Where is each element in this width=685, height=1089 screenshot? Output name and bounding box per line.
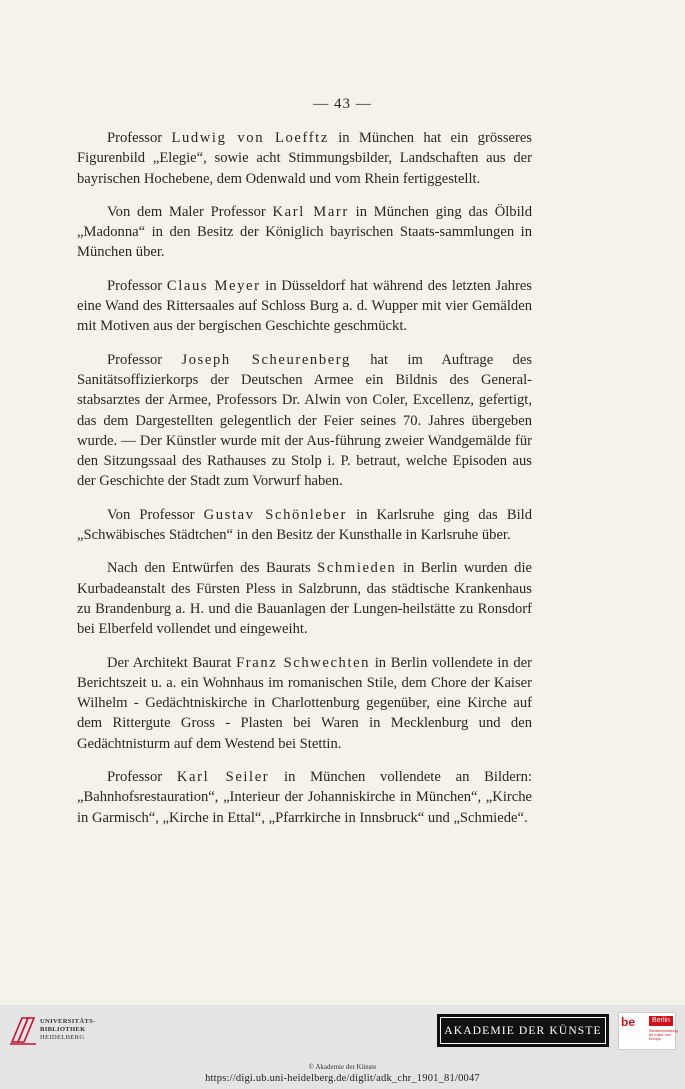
spaced-name: Franz Schwechten [236, 654, 371, 671]
paragraph [77, 767, 532, 828]
paragraph [77, 653, 532, 754]
text-run: Von dem Maler Professor [107, 203, 273, 220]
text-run: in Berlin vollendete in der Berichtszeit u. a. ein Wohnhaus im romanischen Stile, dem Chore der Kaiser Wilhelm - Gedächtniskirche in Charlottenburg gegenüber, eine Kirche auf dem Rittergute Gross - Plasten bei Waren in Mecklenburg und den Gedächtnisturm auf dem Westend bei Stettin. [77, 654, 533, 752]
text-run: hat im Auftrage des Sanitätsoffizierkorps der Deutschen Armee ein Bildnis des General-stabsarztes der Armee, Professors Dr. Alwin von Coler, Excellenz, gefertigt, das dem Dargestellten gelegentlich der Feier seines 70. Jahres übergeben wurde. — Der Künstler wurde mit der Aus-führung zweier Wandgemälde für den Sitzungssaal des Rathauses zu Stolp i. P. betraut, welche Episoden aus der Geschichte der Stadt zum Vorwurf haben. [77, 351, 532, 490]
spaced-name: Karl Seiler [176, 769, 270, 786]
copyright-notice: © Akademie der Künste [308, 1063, 377, 1071]
paragraph [77, 128, 532, 189]
akademie-label: AKADEMIE DER KÜNSTE [440, 1017, 606, 1044]
ub-heidelberg-text[interactable] [40, 1018, 96, 1041]
text-run: in Berlin wurden die Kurbadeanstalt des Fürsten Pless in Salzbrunn, das städtische Krankenhaus zu Brandenburg a. H. und die Bauanlagen der Lungen-heilstätte zu Ronsdorf bei Elberfeld vollendet und eingeweiht. [77, 560, 532, 638]
text-run: Nach den Entwürfen des Baurats [107, 560, 318, 577]
text-run: Professor [107, 351, 182, 368]
text-run: in München hat ein grösseres Figurenbild „Elegie“, sowie acht Stimmungsbilder, Landschaften aus der bayrischen Hochebene, dem Odenwald und vom Rhein fertiggestellt. [77, 130, 532, 187]
page-number: — 43 — [313, 96, 372, 112]
text-run: Professor [107, 130, 172, 146]
ub-line: BIBLIOTHEK [40, 1025, 86, 1033]
spaced-name: Joseph Scheurenberg [181, 351, 351, 368]
text-run: Von Professor [107, 506, 204, 523]
akademie-der-kuenste-logo[interactable] [437, 1014, 609, 1047]
ub-line: HEIDELBERG [40, 1033, 85, 1041]
spaced-name: Claus Meyer [166, 277, 261, 294]
ub-line: UNIVERSITÄTS- [40, 1018, 96, 1025]
berlin-subtitle: Senatsverwaltung für Kultur und Europa [649, 1029, 678, 1042]
spaced-name: Ludwig von Loefftz [171, 130, 329, 146]
paragraph [77, 505, 532, 546]
spaced-name: Karl Marr [272, 203, 349, 220]
paragraph [77, 202, 532, 263]
paragraph [77, 276, 532, 337]
permalink-url[interactable]: https://digi.ub.uni-heidelberg.de/diglit/adk_chr_1901_81/0047 [205, 1073, 480, 1084]
paragraph [77, 558, 532, 639]
ub-heidelberg-logo-icon[interactable] [8, 1012, 40, 1048]
spaced-name: Schmieden [317, 560, 397, 577]
berlin-flag: Berlin [649, 1016, 673, 1026]
paragraph [77, 350, 532, 492]
spaced-name: Gustav Schönleber [203, 506, 347, 523]
berlin-senat-logo[interactable] [618, 1012, 676, 1050]
text-run: Professor [107, 769, 177, 786]
text-run: in Karlsruhe ging das Bild „Schwäbisches Städtchen“ in den Besitz der Kunsthalle in Karlsruhe über. [77, 506, 532, 544]
text-run: in Düsseldorf hat während des letzten Jahres eine Wand des Rittersaales auf Schloss Burg a. d. Wupper mit vier Gemälden mit Motiven aus der bergischen Geschichte geschmückt. [77, 277, 532, 335]
body-text [77, 128, 532, 841]
text-run: Professor [107, 277, 167, 294]
text-run: Der Architekt Baurat [107, 654, 237, 671]
berlin-mark: be [621, 1015, 636, 1029]
text-run: in München vollendete an Bildern: „Bahnhofsrestauration“, „Interieur der Johanniskirche in München“, „Kirche in Garmisch“, „Kirche in Ettal“, „Pfarrkirche in Innsbruck“ und „Schmiede“. [77, 769, 532, 826]
text-run: in München ging das Ölbild „Madonna“ in den Besitz der Königlich bayrischen Staats-sammlungen in München über. [77, 203, 532, 261]
